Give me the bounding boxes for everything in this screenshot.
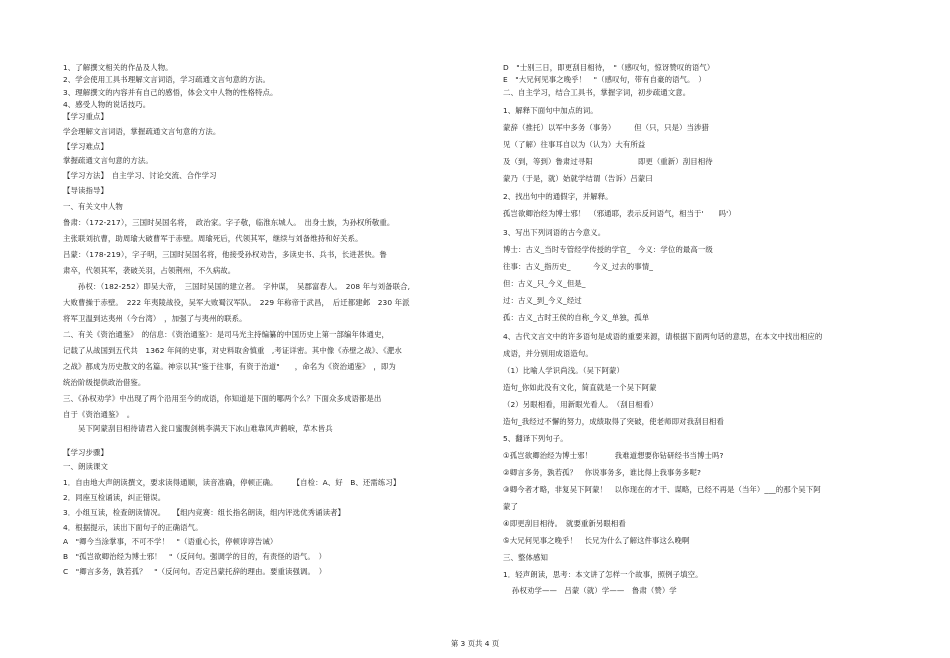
right-line: （2）另眼相看，用新眼光看人。 （刮目相看）: [503, 400, 658, 409]
left-line: 记载了从战国到五代共 1362 年间的史事，对史料取舍慎重 ,考证详密。其中像《赤壁之战》、《淝水: [63, 346, 402, 355]
left-line: 主张联刘抗曹，助周瑜大破曹军于赤壁。周瑜死后，代领其军，继续与刘备维持和好关系。: [63, 234, 363, 243]
left-line: 吕蒙：（178-219），字子明，三国时吴国名将，他接受孙权劝告，多读史书、兵书，长进甚快。鲁: [63, 250, 387, 259]
right-line: E "大兄何见事之晚乎！ "（感叹句，带有自豪的语气。 ）: [503, 75, 706, 84]
left-line: 1．自由地大声朗读撰文，要求读得通顺，读音准确，停顿正确。 【自检：A、好 B、还需练习】: [63, 478, 401, 487]
right-line: 孤：古义_古时王侯的自称_今义_单独，孤单: [503, 313, 650, 322]
left-line: 【学习步骤】: [63, 448, 108, 457]
left-line: 大败曹操于赤壁。 222 年夷陵战役，吴军大败蜀汉军队。 229 年称帝于武昌， 后迁都建邺 230 年派: [63, 298, 410, 307]
right-line: 及（到，等到）鲁肃过寻阳 即更（重新）刮目相待: [503, 157, 713, 166]
right-line: 二、自主学习，结合工具书，掌握字词，初步疏通文意。: [503, 88, 691, 97]
page-footer: 第 3 页共 4 页: [450, 639, 500, 648]
right-line: （1）比喻人学识尚浅。（吴下阿蒙）: [503, 366, 624, 375]
right-line: ③卿今者才略，非复吴下阿蒙！ 以你现在的才干、谋略，已经不再是（当年）___的那个吴下阿: [503, 485, 821, 494]
left-line: 一、朗读课文: [63, 462, 108, 471]
right-line: ②卿言多务，孰若孤？ 你说事务多，谁比得上我事务多呢?: [503, 468, 702, 477]
right-line: 蒙了: [503, 502, 518, 511]
left-line: A "卿今当涂掌事，不可不学！ "（语重心长，停顿谆谆告诫）: [63, 537, 278, 546]
left-line: 【学习难点】: [63, 142, 108, 151]
right-line: ⑤大兄何见事之晚乎！ 长兄为什么了解这件事这么晚啊: [503, 536, 690, 545]
left-line: 吴下阿蒙刮目相待请君入瓮口蜜腹剑桃李满天下冰山难靠风声鹤唳，草木皆兵: [78, 424, 333, 433]
right-line: 蒙辞（推托）以军中多务（事务） 但（只，只是）当涉猎: [503, 123, 710, 132]
left-line: 二、有关《资治通鉴》 的信息：《资治通鉴》：是司马光主持编纂的中国历史上第一部编年体通史，: [63, 330, 389, 339]
right-line: 孙权劝学—— 吕蒙（就）学—— 鲁肃（赞）学: [512, 586, 677, 595]
right-line: 4、古代文言文中的许多语句是成语的重要来源，请根据下面两句话的意思，在本文中找出相应的: [503, 332, 823, 341]
right-line: 孤岂欲卿治经为博士邪！ （邪通耶，表示反问语气，相当于' 吗'）: [503, 209, 736, 218]
left-line: 孙权：（182-252）即吴大帝， 三国时吴国的建立者。 字仲谋， 吴郡富春人。 208 年与刘备联合,: [78, 282, 411, 291]
left-line: 一、有关文中人物: [63, 202, 123, 211]
right-line: 博士：古义_当时专管经学传授的学官_ 今义：学位的最高一级: [503, 245, 713, 254]
left-line: 鲁肃：（172-217），三国时吴国名将， 政治家。字子敬，临淮东城人。 出身士族，为孙权所敬重。: [63, 218, 395, 227]
right-line: 1．轻声朗读，思考：本文讲了怎样一个故事，照例子填空。: [503, 570, 703, 579]
right-line: 1、解释下面句中加点的词。: [503, 106, 598, 115]
left-line: C "卿言多务，孰若孤？ "（反问句。否定吕蒙托辞的理由。要重读强调。 ）: [63, 567, 327, 576]
right-line: 三、整体感知: [503, 553, 548, 562]
left-line: 【学习方法】 自主学习、讨论交流、合作学习: [63, 171, 217, 180]
left-line: 肃卒，代领其军，袭破关羽，占领荆州，不久病故。: [63, 266, 236, 275]
left-line: 统治阶级提供政治借鉴。: [63, 378, 146, 387]
left-line: B "孤岂欲卿治经为博士邪！ "（反问句。强调学的目的，有责怪的语气。 ）: [63, 552, 327, 561]
right-line: 5、翻译下列句子。: [503, 434, 568, 443]
right-line: 3、写出下列词语的古今意义。: [503, 228, 606, 237]
left-line: 之战》都成为历史散文的名篇。神宗以其"鉴于往事，有资于治道" ，命名为《资治通鉴》 ，即为: [63, 362, 396, 371]
right-line: 往事：古义_指历史_ 今义_过去的事情_: [503, 262, 654, 271]
left-line: 4．根据提示，读出下面句子的正确语气。: [63, 523, 203, 532]
right-line: 造句_我经过不懈的努力，成绩取得了突破，使老师即对我刮目相看: [503, 417, 725, 426]
right-line: 2、找出句中的通假字，并解释。: [503, 192, 613, 201]
right-line: 过：古义_到_今义_经过: [503, 296, 582, 305]
left-line: 掌握疏通文言句意的方法。: [63, 156, 153, 165]
left-line: 【导读指导】: [63, 186, 108, 195]
left-line: 2．同座互检诵读，纠正错误。: [63, 493, 166, 502]
left-line: 1、了解撰文相关的作品及人物。: [63, 63, 173, 72]
right-line: 成语，并分别用成语造句。: [503, 349, 593, 358]
right-line: ④即更刮目相待。 就要重新另眼相看: [503, 519, 626, 528]
left-line: 2、学会使用工具书理解文言词语，学习疏通文言句意的方法。: [63, 75, 271, 84]
left-line: 4、感受人物的说话技巧。: [63, 100, 151, 109]
right-line: ①孤岂欲卿治经为博士邪！ 我难道想要你钻研经书当博士吗?: [503, 451, 724, 460]
left-line: 【学习重点】: [63, 112, 108, 121]
left-line: 学会理解文言词语，掌握疏通文言句意的方法。: [63, 127, 221, 136]
right-line: 蒙乃（于是，就）始就学结谓（告诉）吕蒙曰: [503, 174, 653, 183]
left-line: 3．小组互读，检查朗读情况。 【组内竞赛：组长指名朗读，组内评选优秀诵读者】: [63, 508, 346, 517]
left-line: 三、《孙权劝学》中出现了两个沿用至今的成语，你知道是下面的哪两个么？下面众多成语都是出: [63, 394, 382, 403]
right-line: D "士别三日，即更刮目相待， "（感叹句，惊讶赞叹的语气）: [503, 63, 715, 72]
right-line: 见（了解）往事耳自以为（认为）大有所益: [503, 140, 646, 149]
left-line: 将军卫温到达夷州（今台湾） ，加强了与夷州的联系。: [63, 314, 247, 323]
left-line: 3、理解撰文的内容并有自己的感悟，体会文中人物的性格特点。: [63, 88, 278, 97]
right-line: 造句_你如此没有文化，简直就是一个吴下阿蒙: [503, 383, 657, 392]
right-line: 但：古义_只_今义_但是_: [503, 279, 586, 288]
left-line: 自于《资治通鉴》 。: [63, 410, 135, 419]
